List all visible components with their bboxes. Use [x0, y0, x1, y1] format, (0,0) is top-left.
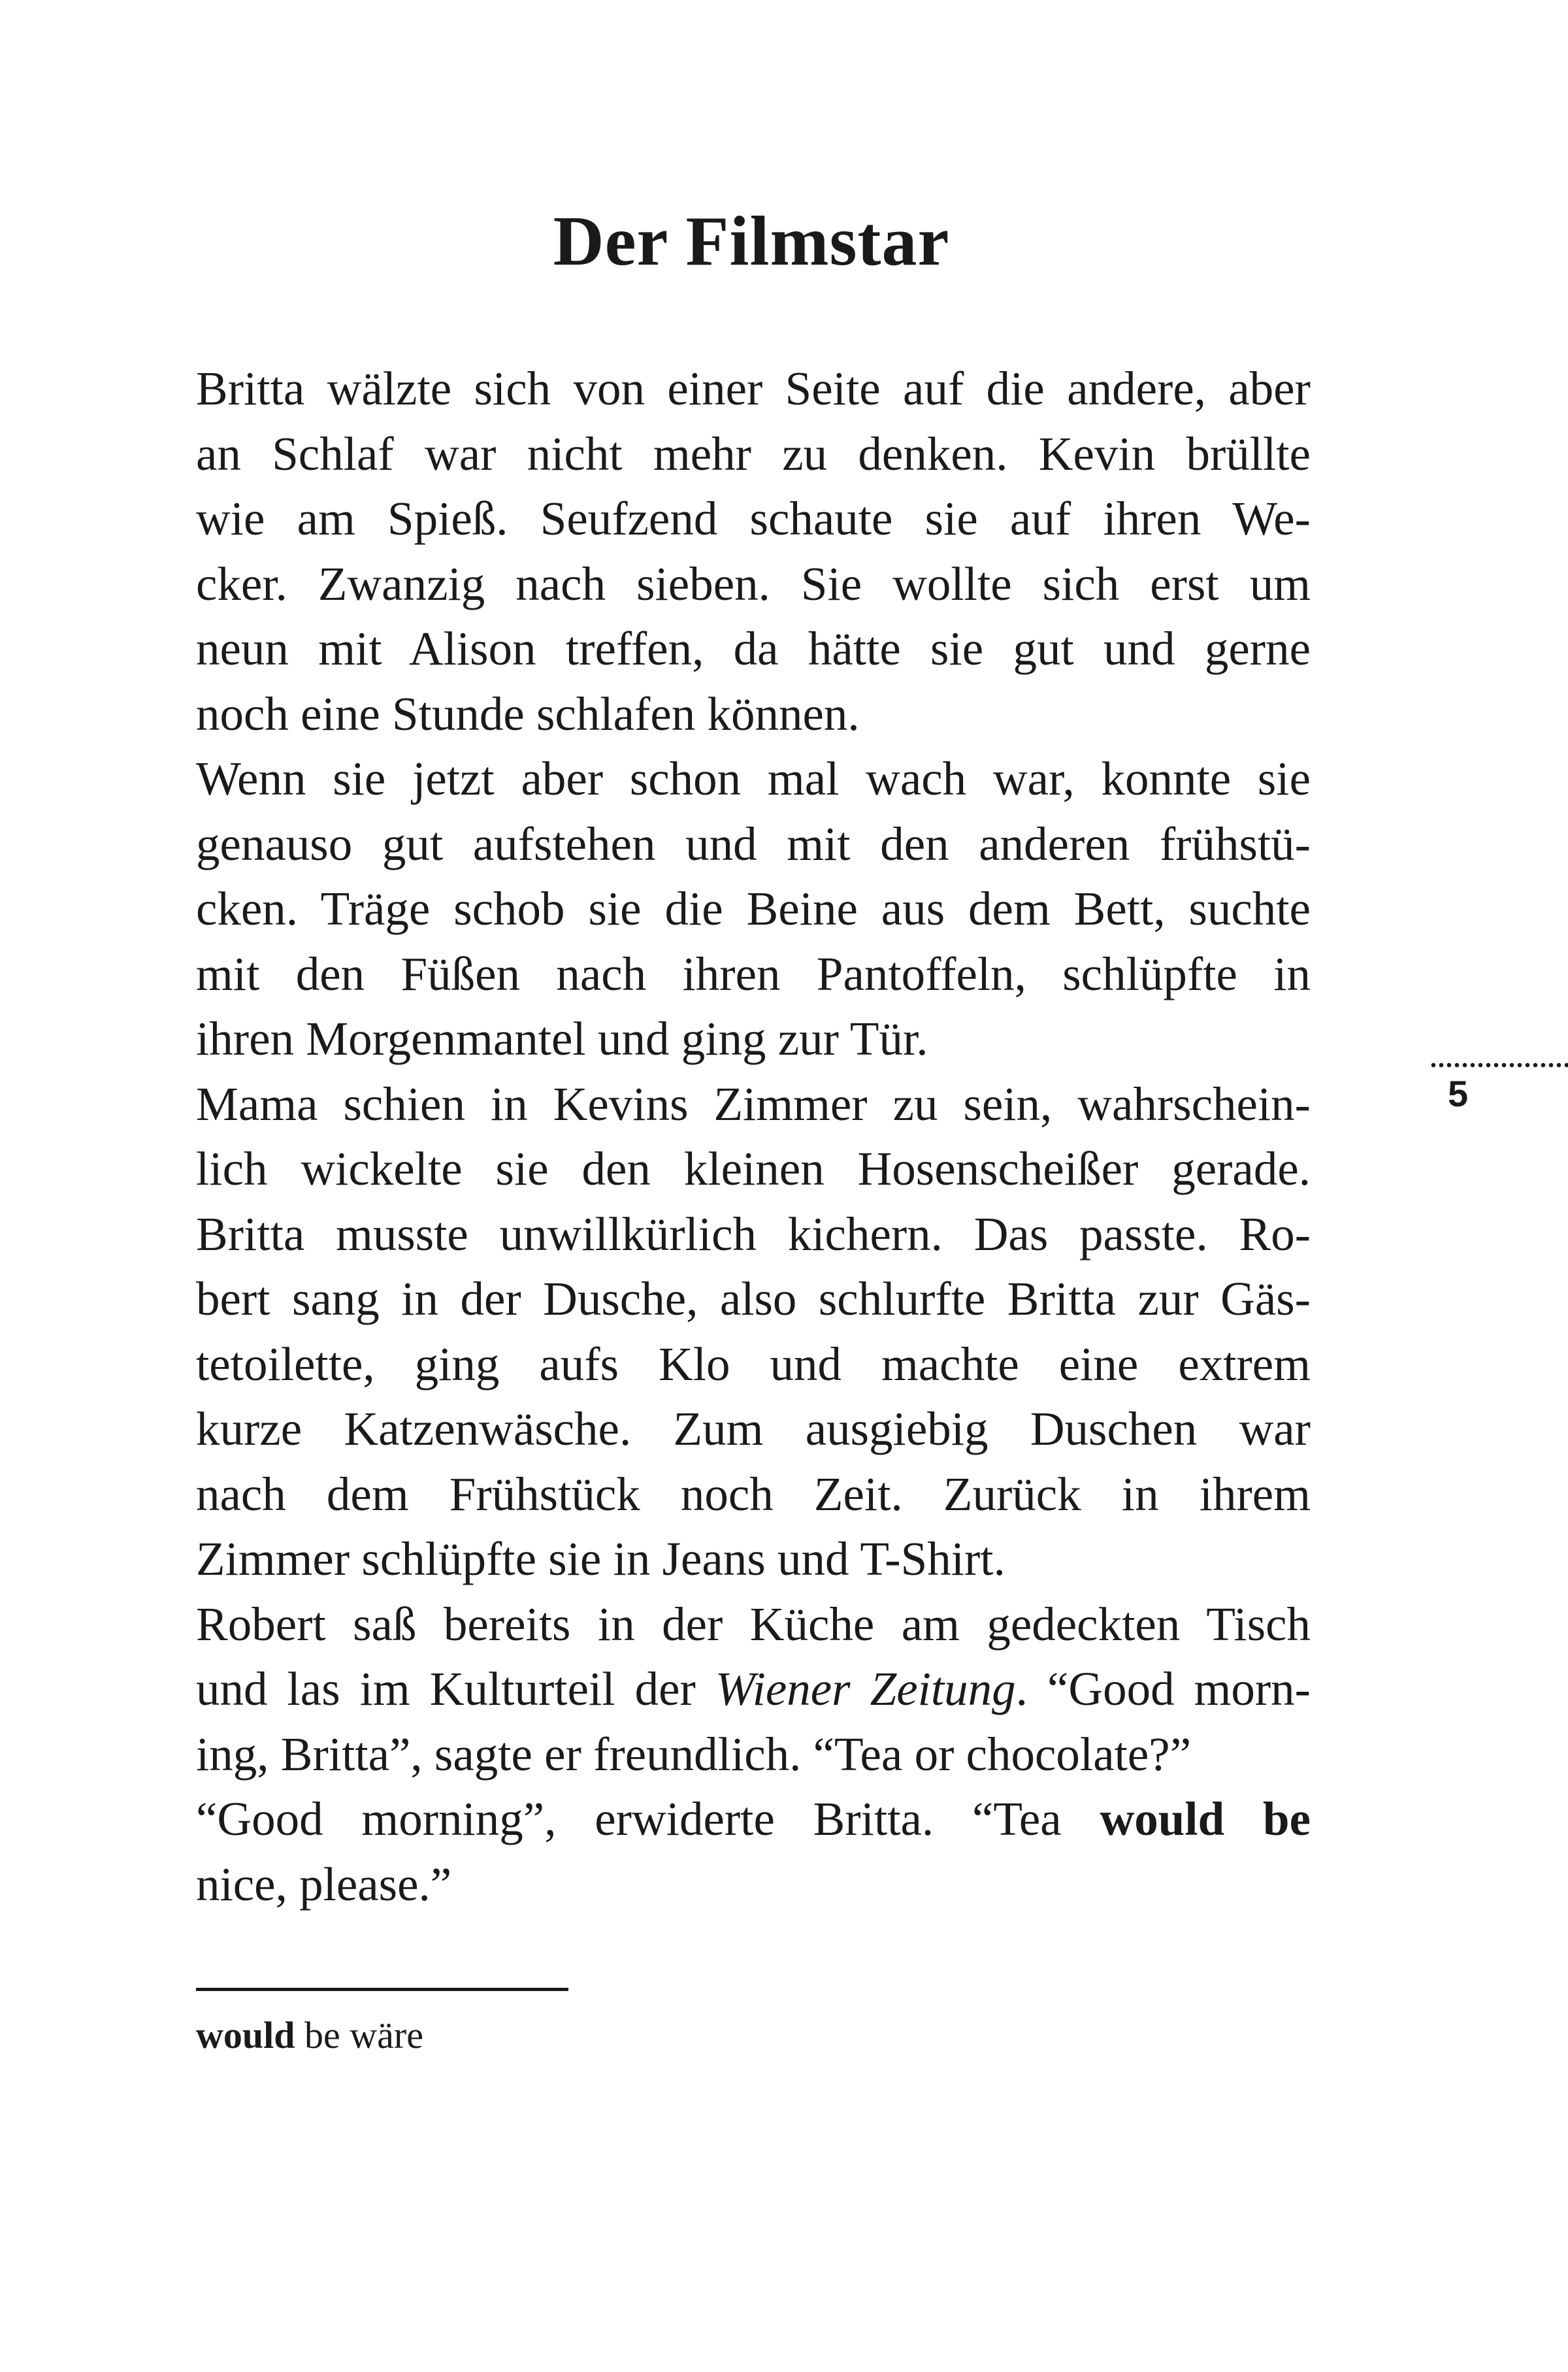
text-line: lich wickelte sie den kleinen Hosenscheißer gerade. [196, 1142, 1311, 1195]
chapter-title: Der Filmstar [553, 203, 950, 280]
text-line: tetoilette, ging aufs Klo und machte eine extrem [196, 1337, 1311, 1391]
paragraph-2 [196, 746, 1311, 1072]
page-number: 5 [1448, 1073, 1469, 1114]
dotted-rule [1429, 1062, 1568, 1068]
text-line: noch eine Stunde schlafen können. [196, 687, 860, 740]
text-run: “Good morning”, erwiderte Britta. “Tea [196, 1792, 1100, 1845]
text-line: cken. Träge schob sie die Beine aus dem Bett, suchte [196, 882, 1311, 935]
page-number-marker [1429, 1062, 1568, 1115]
chapter-body [196, 356, 1311, 1917]
paragraph-5 [196, 1787, 1311, 1917]
text-line [196, 1656, 1311, 1722]
glossary-term: would be [1100, 1792, 1311, 1845]
footnote-definition: be wäre [295, 2014, 423, 2056]
text-line: Robert saß bereits in der Küche am gedeckten Tisch [196, 1597, 1311, 1651]
text-line: genauso gut aufstehen und mit den anderen frühstü- [196, 817, 1311, 870]
text-line: Britta musste unwillkürlich kichern. Das passte. Ro- [196, 1207, 1311, 1260]
text-line: neun mit Alison treffen, da hätte sie gut und gerne [196, 622, 1311, 675]
text-line [196, 1787, 1311, 1852]
text-line: ing, Britta”, sagte er freundlich. “Tea or chocolate?” [196, 1727, 1192, 1781]
text-line: nice, please.” [196, 1857, 452, 1911]
text-line: Zimmer schlüpfte sie in Jeans und T-Shirt. [196, 1532, 1005, 1585]
newspaper-title: Wiener Zeitung [715, 1662, 1016, 1715]
paragraph-3 [196, 1072, 1311, 1592]
footnote-term: would [196, 2014, 295, 2056]
paragraph-1 [196, 356, 1311, 746]
text-run: und las im Kulturteil der [196, 1662, 715, 1715]
text-line: Mama schien in Kevins Zimmer zu sein, wahrschein- [196, 1077, 1311, 1130]
text-line: Wenn sie jetzt aber schon mal wach war, konnte sie [196, 752, 1311, 805]
text-line: Britta wälzte sich von einer Seite auf die andere, aber [196, 362, 1311, 415]
text-line: cker. Zwanzig nach sieben. Sie wollte sich erst um [196, 557, 1311, 610]
paragraph-4 [196, 1592, 1311, 1787]
text-line: bert sang in der Dusche, also schlurfte Britta zur Gäs- [196, 1272, 1311, 1325]
text-line: ihren Morgenmantel und ging zur Tür. [196, 1012, 928, 1065]
text-line: nach dem Frühstück noch Zeit. Zurück in ihrem [196, 1467, 1311, 1521]
text-line: mit den Füßen nach ihren Pantoffeln, schlüpfte in [196, 947, 1311, 1000]
text-line: wie am Spieß. Seufzend schaute sie auf ihren We- [196, 492, 1311, 545]
footnote-divider [196, 1988, 568, 1991]
footnote [196, 2009, 1307, 2062]
text-line: an Schlaf war nicht mehr zu denken. Kevin brüllte [196, 427, 1311, 480]
text-line: kurze Katzenwäsche. Zum ausgiebig Duschen war [196, 1402, 1311, 1455]
text-run: . “Good morn- [1015, 1662, 1311, 1715]
